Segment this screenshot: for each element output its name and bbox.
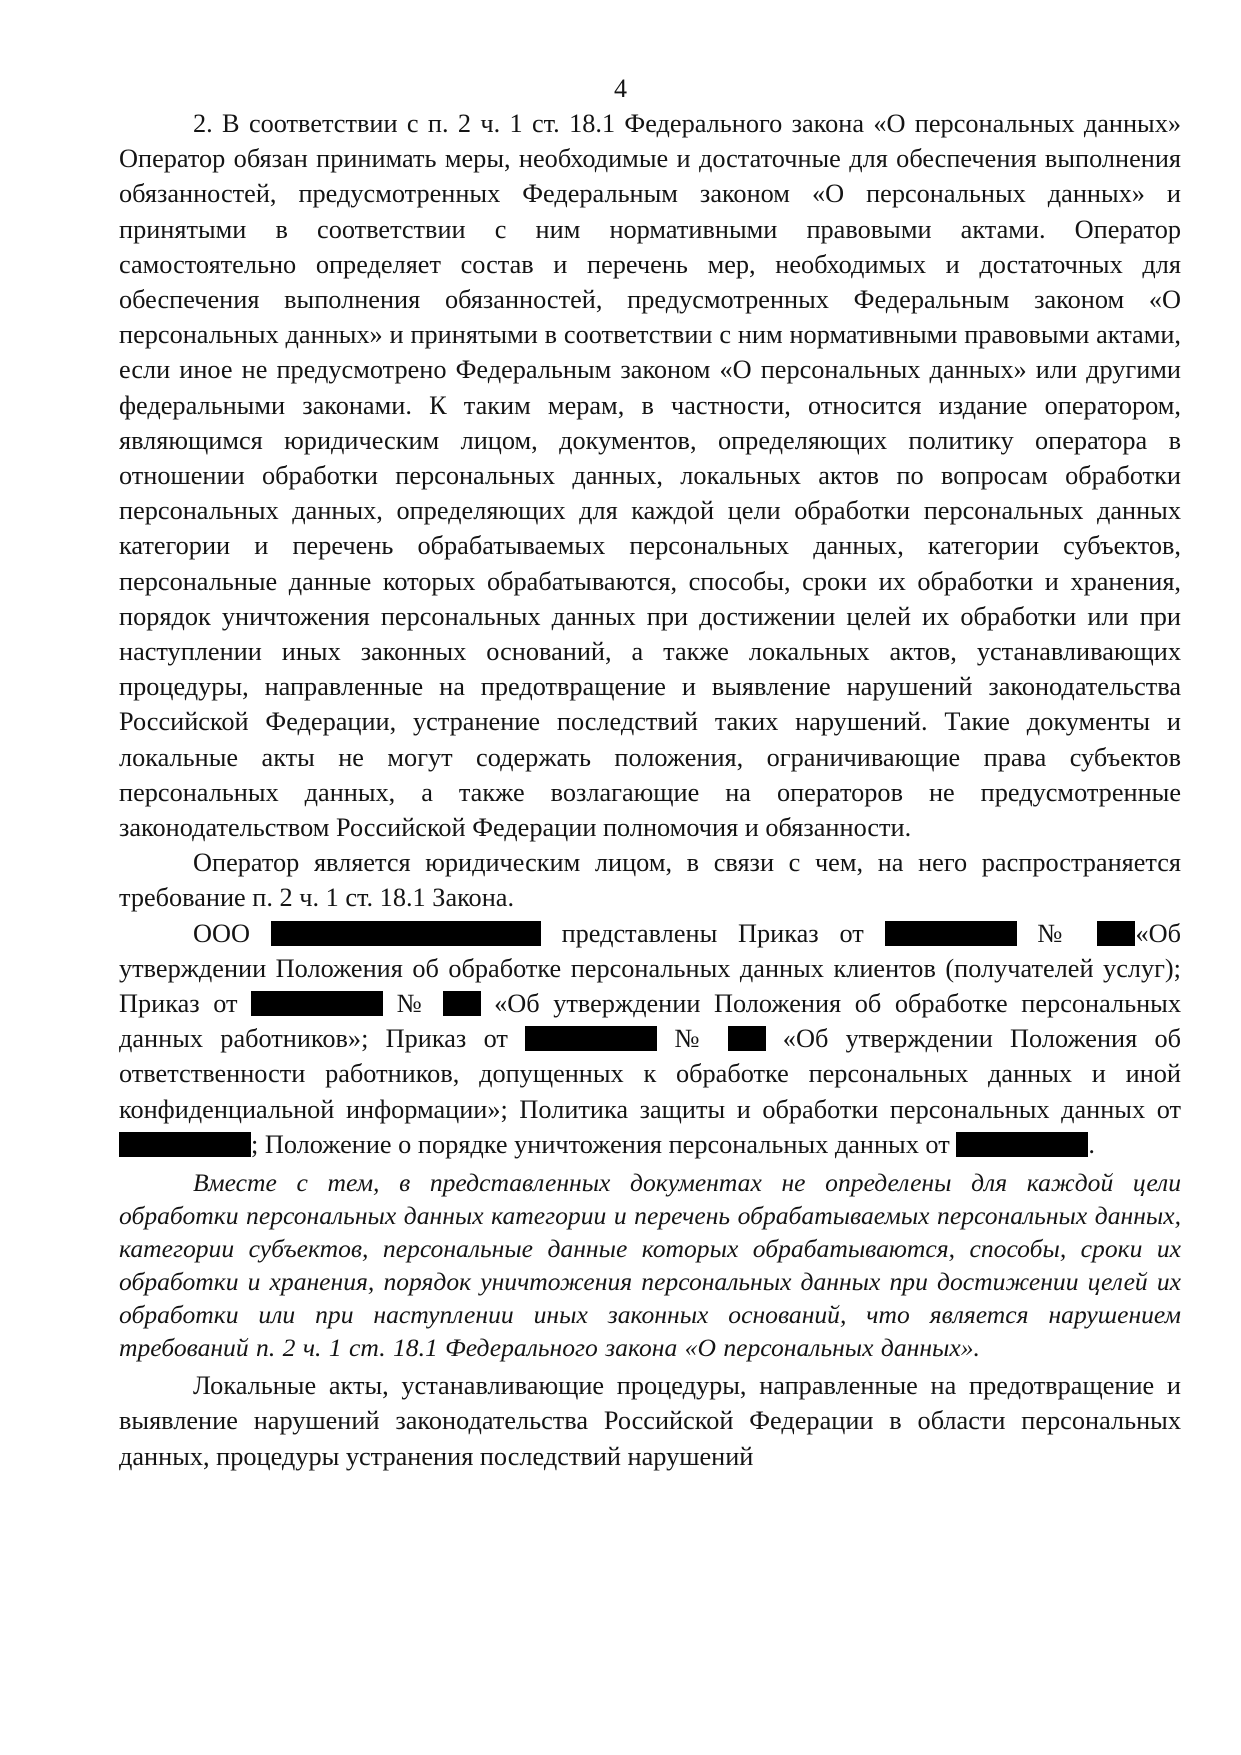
text-segment: . — [1088, 1129, 1095, 1159]
text-segment: № — [383, 989, 443, 1019]
redacted-date — [251, 991, 383, 1016]
redacted-number — [1097, 921, 1135, 946]
text-segment: ; Положение о порядке уничтожения персональных данных от — [251, 1129, 957, 1159]
text-segment: «Об утверждении Положения об обработке персональных данных работников»; Приказ от — [119, 989, 1181, 1054]
paragraph-submitted-documents — [119, 916, 1181, 1162]
redacted-number — [443, 991, 481, 1016]
redacted-company-name — [271, 921, 541, 946]
redacted-date — [119, 1132, 251, 1157]
text-segment: № — [657, 1024, 728, 1054]
redacted-date — [956, 1132, 1088, 1157]
text-segment: ООО — [193, 918, 250, 948]
paragraph-local-acts: Локальные акты, устанавливающие процедуры, направленные на предотвращение и выявление нарушений законодательства Российской Федерации в области персональных данных, процедуры устранения последствий нарушений — [119, 1371, 1181, 1471]
redacted-date — [525, 1026, 657, 1051]
paragraph-legal-requirement: 2. В соответствии с п. 2 ч. 1 ст. 18.1 Федерального закона «О персональных данных» Оператор обязан принимать меры, необходимые и достаточные для обеспечения выполнения обязанностей, предусмотренных Федеральным законом «О персональных данных» и принятыми в соответствии с ним нормативными правовыми актами. Оператор самостоятельно определяет состав и перечень мер, необходимых и достаточных для обеспечения выполнения обязанностей, предусмотренных Федеральным законом «О персональных данных» и принятыми в соответствии с ним нормативными правовыми актами, если иное не предусмотрено Федеральным законом «О персональных данных» или другими федеральными законами. К таким мерам, в частности, относится издание оператором, являющимся юридическим лицом, документов, определяющих политику оператора в отношении обработки персональных данных, локальных актов по вопросам обработки персональных данных, определяющих для каждой цели обработки персональных данных категории и перечень обрабатываемых персональных данных, категории субъектов, персональные данные которых обрабатываются, способы, сроки их обработки и хранения, порядок уничтожения персональных данных при достижении целей их обработки или при наступлении иных законных оснований, а также локальных актов, устанавливающих процедуры, направленные на предотвращение и выявление нарушений законодательства Российской Федерации, устранение последствий таких нарушений. Такие документы и локальные акты не могут содержать положения, ограничивающие права субъектов персональных данных, а также возлагающие на операторов не предусмотренные законодательством Российской Федерации полномочия и обязанности. — [119, 109, 1181, 843]
text-segment: «Об утверждении Положения об обработке персональных данных клиентов (получателей услуг); Приказ от — [119, 918, 1181, 1019]
redacted-date — [885, 921, 1017, 946]
text-segment: «Об утверждении Положения об ответственности работников, допущенных к обработке персональных данных и иной конфиденциальной информации»; Политика защиты и обработки персональных данных от — [119, 1024, 1181, 1124]
text-segment: № — [1016, 918, 1098, 948]
page-number: 4 — [614, 74, 627, 103]
paragraph-operator-status: Оператор является юридическим лицом, в связи с чем, на него распространяется требование п. 2 ч. 1 ст. 18.1 Закона. — [119, 848, 1181, 913]
text-segment: представлены Приказ от — [540, 918, 885, 948]
paragraph-violation-finding: Вместе с тем, в представленных документах не определены для каждой цели обработки персональных данных категории и перечень обрабатываемых персональных данных, категории субъектов, персональные данные которых обрабатываются, способы, сроки их обработки и хранения, порядок уничтожения персональных данных при достижении целей их обработки или при наступлении иных законных оснований, что является нарушением требований п. 2 ч. 1 ст. 18.1 Федерального закона «О персональных данных». — [119, 1168, 1181, 1363]
document-body — [119, 106, 1181, 1474]
redacted-number — [728, 1026, 766, 1051]
